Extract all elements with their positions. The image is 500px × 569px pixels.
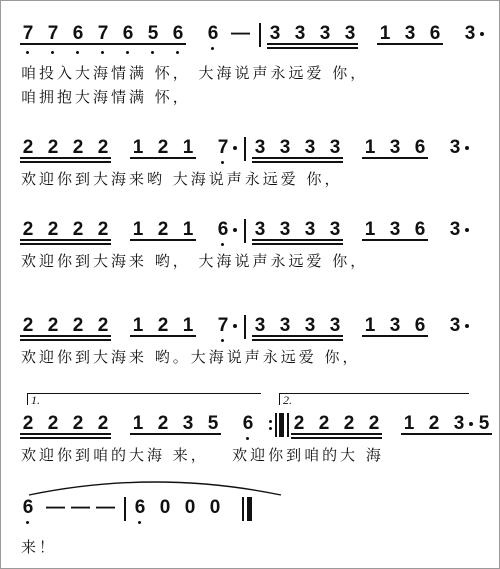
note: 2: [22, 413, 34, 434]
note: 6: [207, 23, 219, 44]
note: 0: [184, 497, 196, 518]
note: 2: [72, 137, 84, 158]
barline: [244, 219, 246, 243]
octave-dot: [76, 51, 79, 54]
note: 3: [449, 315, 461, 336]
note: 2: [72, 315, 84, 336]
note: 2: [157, 137, 169, 158]
note: 6: [414, 219, 426, 240]
underline-beam: [252, 243, 343, 245]
note: 1: [132, 137, 144, 158]
barline: [242, 497, 244, 521]
note: 3: [344, 23, 356, 44]
slur-arc: [29, 482, 281, 495]
note: 1: [379, 23, 391, 44]
note: 3: [329, 219, 341, 240]
note: 3: [449, 137, 461, 158]
note: 0: [159, 497, 171, 518]
note: 3: [254, 219, 266, 240]
note: 2: [47, 219, 59, 240]
underline-beam: [20, 239, 111, 241]
volta-bracket: [27, 393, 28, 405]
note: 2: [47, 413, 59, 434]
augmentation-dot: [233, 228, 237, 232]
octave-dot: [211, 47, 214, 50]
octave-dot: [221, 243, 224, 246]
underline-beam: [362, 239, 428, 241]
note: 5: [478, 413, 490, 434]
note: 3: [254, 315, 266, 336]
octave-dot: [26, 521, 29, 524]
note: 3: [279, 137, 291, 158]
note: 3: [449, 219, 461, 240]
octave-dot: [176, 51, 179, 54]
note: —: [71, 497, 90, 518]
underline-beam: [20, 157, 111, 159]
underline-beam: [20, 161, 111, 163]
augmentation-dot: [233, 324, 237, 328]
note: 6: [429, 23, 441, 44]
note: 6: [72, 23, 84, 44]
lyric-line: 欢迎你到咱的大海 来， 欢迎你到咱的大 海: [21, 446, 384, 464]
note: 1: [364, 315, 376, 336]
octave-dot: [246, 437, 249, 440]
note: 3: [319, 23, 331, 44]
barline: [244, 315, 246, 339]
note: 7: [22, 23, 34, 44]
lyric-line: 来！: [21, 538, 58, 556]
note: 6: [134, 497, 146, 518]
underline-beam: [20, 437, 111, 439]
note: 6: [414, 137, 426, 158]
note: 2: [97, 137, 109, 158]
octave-dot: [126, 51, 129, 54]
note: 5: [207, 413, 219, 434]
barline: [287, 413, 289, 437]
note: 2: [318, 413, 330, 434]
note: 0: [209, 497, 221, 518]
lyric-line: 欢迎你到大海来 哟。大海说声永远爱 你，: [21, 348, 361, 366]
barline: [275, 413, 277, 437]
note: 2: [157, 315, 169, 336]
octave-dot: [221, 339, 224, 342]
note: 1: [182, 219, 194, 240]
note: 7: [97, 23, 109, 44]
note: 3: [304, 137, 316, 158]
note: 3: [329, 137, 341, 158]
repeat-dot: [269, 427, 272, 430]
note: 2: [293, 413, 305, 434]
note: 2: [157, 413, 169, 434]
underline-beam: [130, 239, 196, 241]
note: 7: [217, 137, 229, 158]
note: 6: [217, 219, 229, 240]
barline: [124, 497, 126, 521]
underline-beam: [252, 161, 343, 163]
octave-dot: [101, 51, 104, 54]
repeat-dot: [269, 420, 272, 423]
note: 3: [389, 137, 401, 158]
octave-dot: [138, 521, 141, 524]
barline: [244, 137, 246, 161]
note: 3: [182, 413, 194, 434]
lyric-line: 欢迎你到大海来哟 大海说声永远爱 你，: [21, 170, 343, 188]
note: 2: [47, 315, 59, 336]
note: 7: [47, 23, 59, 44]
underline-beam: [291, 437, 382, 439]
underline-beam: [267, 47, 358, 49]
underline-beam: [362, 157, 428, 159]
underline-beam: [20, 335, 111, 337]
note: 3: [279, 315, 291, 336]
augmentation-dot: [465, 146, 469, 150]
note: 2: [72, 413, 84, 434]
note: 3: [304, 315, 316, 336]
augmentation-dot: [233, 146, 237, 150]
underline-beam: [401, 433, 492, 435]
underline-beam: [252, 157, 343, 159]
note: 2: [22, 315, 34, 336]
lyric-line: 欢迎你到大海来 哟， 大海说声永远爱 你，: [21, 252, 369, 270]
underline-beam: [20, 433, 111, 435]
underline-beam: [267, 43, 358, 45]
note: 2: [97, 315, 109, 336]
barline-thick: [279, 413, 284, 437]
note: 2: [368, 413, 380, 434]
note: 3: [269, 23, 281, 44]
note: 3: [304, 219, 316, 240]
note: 3: [404, 23, 416, 44]
underline-beam: [20, 243, 111, 245]
note: 3: [294, 23, 306, 44]
note: 3: [329, 315, 341, 336]
augmentation-dot: [480, 32, 484, 36]
note: 1: [132, 219, 144, 240]
underline-beam: [291, 433, 382, 435]
note: 2: [343, 413, 355, 434]
note: 3: [254, 137, 266, 158]
note: 2: [47, 137, 59, 158]
note: 5: [147, 23, 159, 44]
note: 2: [97, 413, 109, 434]
octave-dot: [51, 51, 54, 54]
volta-label: 2.: [283, 393, 292, 407]
note: 6: [122, 23, 134, 44]
volta-bracket: [279, 393, 469, 394]
underline-beam: [130, 433, 221, 435]
note: 2: [22, 219, 34, 240]
volta-bracket: [279, 393, 280, 405]
lyric-line: 咱拥抱大海情满 怀，: [21, 88, 191, 106]
note: 3: [389, 315, 401, 336]
slur: [25, 475, 285, 499]
underline-beam: [252, 239, 343, 241]
note: 3: [453, 413, 465, 434]
octave-dot: [151, 51, 154, 54]
augmentation-dot: [465, 228, 469, 232]
octave-dot: [221, 161, 224, 164]
note: 2: [157, 219, 169, 240]
underline-beam: [252, 339, 343, 341]
note: 2: [22, 137, 34, 158]
octave-dot: [26, 51, 29, 54]
note: 6: [242, 413, 254, 434]
note: 1: [132, 413, 144, 434]
note: 1: [403, 413, 415, 434]
note: —: [231, 23, 250, 44]
underline-beam: [377, 43, 443, 45]
note: 1: [364, 219, 376, 240]
note: 2: [428, 413, 440, 434]
note: 3: [389, 219, 401, 240]
note: 1: [132, 315, 144, 336]
underline-beam: [20, 43, 186, 45]
augmentation-dot: [469, 422, 473, 426]
underline-beam: [252, 335, 343, 337]
note: 1: [182, 137, 194, 158]
note: 6: [22, 497, 34, 518]
underline-beam: [130, 157, 196, 159]
note: 1: [364, 137, 376, 158]
note: 3: [279, 219, 291, 240]
note: 3: [464, 23, 476, 44]
underline-beam: [362, 335, 428, 337]
underline-beam: [130, 335, 196, 337]
note: 7: [217, 315, 229, 336]
note: 6: [172, 23, 184, 44]
lyric-line: 咱投入大海情满 怀， 大海说声永远爱 你，: [21, 64, 369, 82]
barline: [259, 23, 261, 47]
note: 2: [72, 219, 84, 240]
augmentation-dot: [465, 324, 469, 328]
note: 6: [414, 315, 426, 336]
barline-thick: [247, 497, 252, 521]
note: —: [96, 497, 115, 518]
underline-beam: [20, 339, 111, 341]
volta-bracket: [27, 393, 261, 394]
note: 1: [182, 315, 194, 336]
volta-label: 1.: [31, 393, 40, 407]
note: —: [46, 497, 65, 518]
note: 2: [97, 219, 109, 240]
